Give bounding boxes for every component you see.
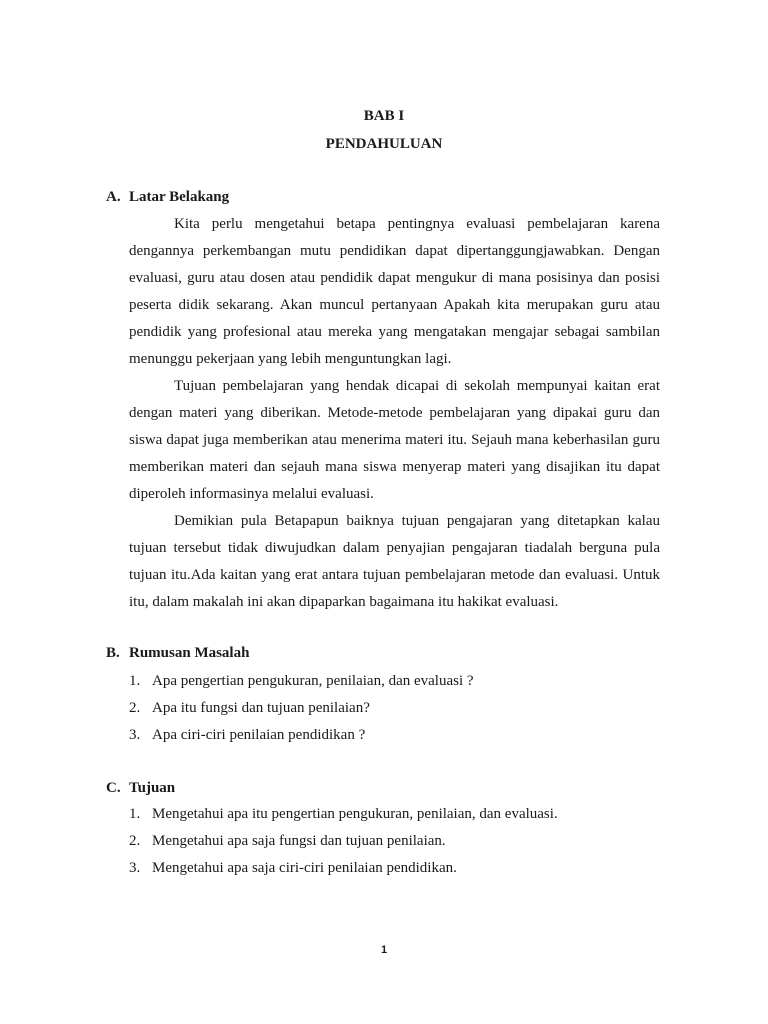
list-number: 3.	[129, 860, 141, 876]
list-text: Mengetahui apa saja fungsi dan tujuan penilaian.	[152, 833, 446, 849]
section-letter: C.	[106, 780, 121, 796]
list-number: 2.	[129, 700, 141, 716]
list-item	[129, 801, 558, 828]
section-heading-rumusan-masalah	[106, 645, 249, 662]
list-number: 1.	[129, 673, 141, 689]
section-heading-tujuan	[106, 780, 175, 797]
section-title: Rumusan Masalah	[129, 645, 250, 661]
list-text: Apa itu fungsi dan tujuan penilaian?	[152, 700, 370, 716]
list-text: Apa ciri-ciri penilaian pendidikan ?	[152, 727, 366, 743]
section-title: Latar Belakang	[129, 189, 230, 205]
list-item	[129, 855, 558, 882]
section-heading-latar-belakang	[106, 189, 229, 206]
section-letter: A.	[106, 189, 121, 205]
paragraph-latar-belakang-2: Tujuan pembelajaran yang hendak dicapai di sekolah mempunyai kaitan erat dengan materi yang diberikan. Metode-metode pembelajaran yang dipakai guru dan siswa dapat juga memberikan atau menerima materi itu. Sejauh mana keberhasilan guru memberikan materi dan sejauh mana siswa menyerap materi yang disajikan itu dapat diperoleh informasinya melalui evaluasi.	[129, 378, 660, 502]
list-item	[129, 722, 474, 749]
list-number: 1.	[129, 806, 141, 822]
page-number: 1	[380, 944, 388, 956]
list-number: 2.	[129, 833, 141, 849]
chapter-label: BAB I	[363, 108, 405, 124]
paragraph-latar-belakang-3: Demikian pula Betapapun baiknya tujuan pengajaran yang ditetapkan kalau tujuan tersebut tidak diwujudkan dalam penyajian pengajaran tiadalah berguna pula tujuan itu.Ada kaitan yang erat antara tujuan pembelajaran metode dan evaluasi. Untuk itu, dalam makalah ini akan dipaparkan bagaimana itu hakikat evaluasi.	[129, 513, 660, 610]
paragraph-latar-belakang-1: Kita perlu mengetahui betapa pentingnya evaluasi pembelajaran karena dengannya perkembangan mutu pendidikan dapat dipertanggungjawabkan. Dengan evaluasi, guru atau dosen atau pendidik dapat mengukur di mana posisinya dan posisi peserta didik sekarang. Akan muncul pertanyaan Apakah kita merupakan guru atau pendidik yang profesional atau mereka yang mengatakan mengajar sebagai sambilan menunggu pekerjaan yang lebih menguntungkan lagi.	[129, 216, 660, 367]
chapter-title: PENDAHULUAN	[325, 136, 443, 152]
rumusan-masalah-list	[129, 668, 474, 749]
list-item	[129, 828, 558, 855]
list-text: Mengetahui apa saja ciri-ciri penilaian pendidikan.	[152, 860, 457, 876]
list-item	[129, 668, 474, 695]
list-item	[129, 695, 474, 722]
list-text: Apa pengertian pengukuran, penilaian, dan evaluasi ?	[152, 673, 474, 689]
tujuan-list	[129, 801, 558, 882]
list-text: Mengetahui apa itu pengertian pengukuran, penilaian, dan evaluasi.	[152, 806, 558, 822]
list-number: 3.	[129, 727, 141, 743]
section-letter: B.	[106, 645, 120, 661]
section-title: Tujuan	[129, 780, 176, 796]
